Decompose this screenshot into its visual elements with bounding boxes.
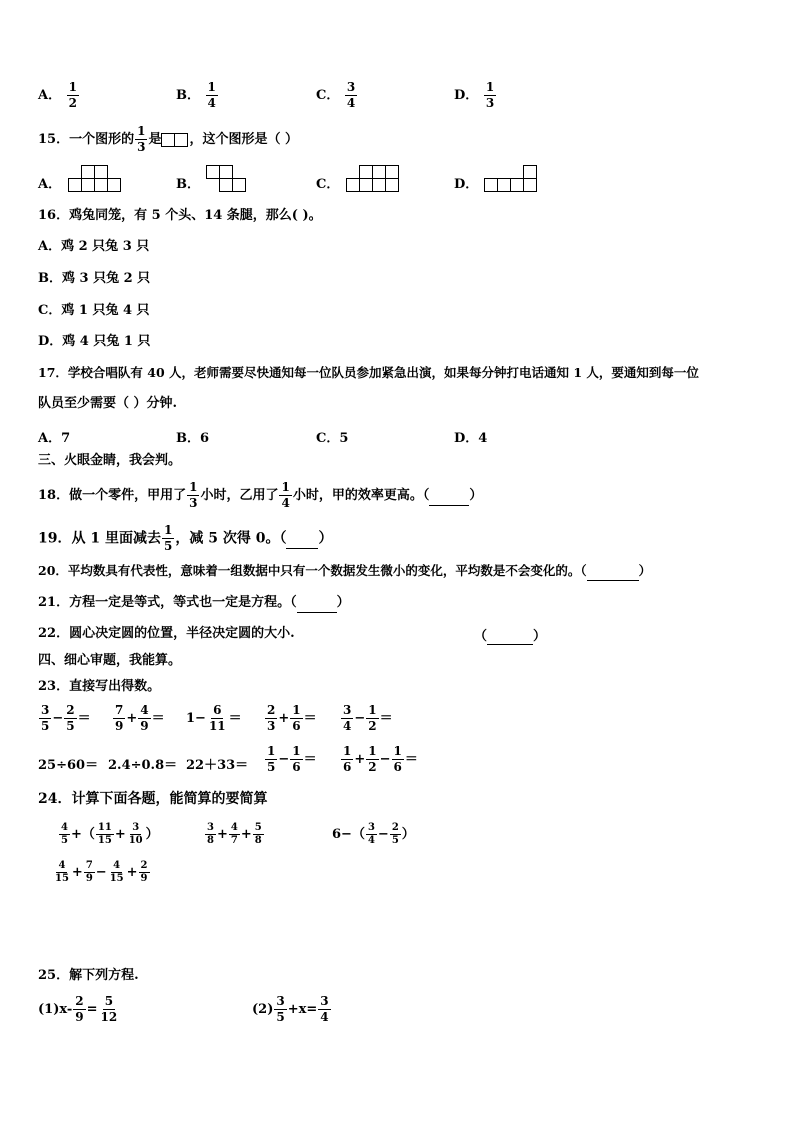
q23-expr-9 [264, 744, 317, 775]
numerator: 4 [61, 822, 68, 833]
expression-text: + [114, 827, 126, 842]
fraction [84, 860, 95, 885]
fraction [290, 744, 302, 775]
denominator: 11 [208, 719, 226, 733]
fraction [187, 480, 199, 511]
denominator: 2 [368, 719, 377, 733]
two-square-figure [161, 133, 189, 147]
denominator: 12 [100, 1010, 118, 1024]
denominator: 6 [292, 760, 301, 774]
expression-text: + [126, 865, 138, 880]
denominator: 6 [343, 760, 352, 774]
denominator: 8 [254, 835, 262, 846]
denominator: 9 [75, 1010, 84, 1024]
expression-text: − [379, 752, 391, 767]
expression-text: ＝ [303, 752, 317, 767]
fraction [207, 703, 228, 734]
numerator: 4 [230, 822, 238, 833]
q16-option-c[interactable]: C．鸡 1 只兔 4 只 [38, 303, 150, 318]
numerator: 3 [320, 994, 329, 1008]
answer-blank[interactable] [587, 562, 639, 581]
fraction [206, 80, 218, 111]
fraction [366, 744, 378, 775]
numerator: 2 [66, 703, 75, 717]
q22-answer: （ ） [474, 629, 547, 644]
numerator: 4 [113, 860, 121, 871]
q20-statement: 20．平均数具有代表性，意味着一组数据中只有一个数据发生微小的变化，平均数是不会变化的。（ ） [38, 562, 651, 581]
expression-text: (1)x- [38, 1002, 73, 1017]
expression-text: ＝ [404, 752, 418, 767]
fraction [265, 744, 277, 775]
denominator: 9 [140, 873, 148, 884]
answer-blank[interactable] [286, 530, 318, 549]
fraction [127, 822, 145, 847]
fraction [390, 822, 401, 847]
expression-text: 1− [186, 711, 206, 726]
denominator: 9 [115, 719, 124, 733]
denominator: 3 [189, 496, 198, 510]
q24-problem-4 [52, 860, 151, 885]
fraction [205, 822, 216, 847]
denominator: 4 [367, 835, 375, 846]
fraction [99, 994, 120, 1025]
expression-text: ＝ [303, 711, 317, 726]
q14-option-b[interactable]: B． $\frac{1}{4}$ [176, 80, 216, 110]
q22-statement: 22．圆心决定圆的位置，半径决定圆的大小. [38, 626, 295, 641]
expression-text: − [278, 752, 290, 767]
denominator: 5 [61, 835, 68, 846]
q14-option-c[interactable]: C． $\frac{3}{4}$ [316, 80, 356, 110]
fraction [64, 703, 76, 734]
q14-option-a[interactable]: A． $\frac{1}{2}$ [38, 80, 77, 110]
numerator: 1 [292, 744, 301, 758]
denominator: 3 [137, 140, 146, 154]
fraction [366, 822, 377, 847]
expression-text: − [377, 827, 389, 842]
expression-text: + [278, 711, 290, 726]
denominator: 7 [230, 835, 238, 846]
numerator: 7 [115, 703, 124, 717]
numerator: 3 [343, 703, 352, 717]
q15-option-c-figure [346, 165, 402, 193]
denominator: 15 [55, 873, 69, 884]
fraction [341, 703, 353, 734]
numerator: 1 [163, 523, 173, 537]
q15-option-b[interactable]: B． [176, 177, 200, 192]
section-4-heading: 四、细心审题，我能算。 [38, 653, 182, 668]
denominator: 15 [109, 873, 124, 884]
expression-text: ＝ [228, 711, 242, 726]
numerator: 1 [207, 80, 216, 94]
numerator: 3 [346, 80, 356, 94]
fraction [39, 703, 51, 734]
numerator: 1 [368, 744, 377, 758]
q25-equation-2 [252, 994, 332, 1025]
numerator: 3 [367, 822, 375, 833]
fraction [138, 703, 150, 734]
answer-blank[interactable] [487, 629, 533, 645]
q17-stem-line2: 队员至少需要（ ）分钟. [38, 396, 178, 411]
denominator: 2 [368, 760, 377, 774]
fraction [345, 80, 357, 111]
numerator: 5 [104, 994, 114, 1008]
denominator: 2 [68, 96, 77, 110]
numerator: 1 [189, 480, 198, 494]
denominator: 4 [320, 1010, 329, 1024]
denominator: 6 [292, 719, 301, 733]
answer-blank[interactable] [297, 594, 337, 613]
numerator: 3 [276, 994, 285, 1008]
q16-stem: 16．鸡兔同笼，有 5 个头、14 条腿，那么( )。 [38, 208, 322, 223]
expression-text: − [52, 711, 64, 726]
expression-text: + [71, 865, 83, 880]
numerator: 1 [281, 480, 290, 494]
answer-blank[interactable] [429, 487, 469, 506]
numerator: 4 [140, 703, 149, 717]
expression-text: = [86, 1002, 98, 1017]
q15-option-d[interactable]: D． [454, 177, 479, 192]
expression-text: ＝ [151, 711, 165, 726]
section-3-heading: 三、火眼金睛，我会判。 [38, 453, 182, 468]
q23-expr-6: 25÷60＝ [38, 758, 99, 773]
denominator: 4 [346, 96, 356, 110]
q18-statement: 18．做一个零件，甲用了 $\frac{1}{3}$ 小时，乙用了 $\frac{1}{4}$ 小时，甲的效率更高。（ ） [38, 480, 483, 510]
numerator: 2 [267, 703, 276, 717]
expression-text: 6−（ [332, 827, 365, 842]
denominator: 5 [163, 539, 173, 553]
q17-option-c[interactable]: C．5 [316, 431, 349, 446]
numerator: 1 [368, 703, 377, 717]
expression-text: + [354, 752, 366, 767]
numerator: 3 [207, 822, 214, 833]
fraction [318, 994, 330, 1025]
expression-text: + [216, 827, 228, 842]
numerator: 7 [85, 860, 93, 871]
expression-text: + [70, 827, 82, 842]
fraction [135, 124, 147, 155]
numerator: 11 [97, 822, 112, 833]
fraction [484, 80, 496, 111]
q15-option-b-figure [206, 165, 250, 193]
numerator: 2 [140, 860, 148, 871]
q24-title: 24．计算下面各题，能简算的要简算 [38, 791, 268, 807]
expression-text: ） [145, 827, 159, 842]
q23-expr-10 [340, 744, 418, 775]
q17-stem-line1: 17．学校合唱队有 40 人，老师需要尽快通知每一位队员参加紧急出演，如果每分钟打电话通知 1 人，要通知到每一位 [38, 365, 699, 380]
numerator: 1 [393, 744, 402, 758]
expression-text: − [95, 865, 107, 880]
denominator: 9 [140, 719, 149, 733]
q23-expr-1 [38, 703, 91, 734]
denominator: 5 [391, 835, 399, 846]
q15-option-a[interactable]: A． [38, 177, 62, 192]
fraction [279, 480, 291, 511]
numerator: 3 [132, 822, 140, 833]
q16-option-d[interactable]: D．鸡 4 只兔 1 只 [38, 334, 151, 349]
q23-expr-2 [112, 703, 165, 734]
q14-option-d[interactable]: D． $\frac{1}{3}$ [454, 80, 495, 110]
fraction [274, 994, 286, 1025]
denominator: 6 [393, 760, 402, 774]
denominator: 9 [85, 873, 93, 884]
q23-title: 23．直接写出得数。 [38, 679, 161, 694]
denominator: 4 [207, 96, 216, 110]
q19-statement: 19．从 1 里面减去 $\frac{1}{5}$ ，减 5 次得 0。（ ） [38, 523, 333, 553]
numerator: 6 [213, 703, 222, 717]
numerator: 3 [41, 703, 50, 717]
numerator: 1 [267, 744, 276, 758]
denominator: 5 [276, 1010, 285, 1024]
fraction [162, 523, 174, 554]
denominator: 4 [281, 496, 290, 510]
denominator: 4 [343, 719, 352, 733]
fraction [366, 703, 378, 734]
fraction [229, 822, 240, 847]
numerator: 1 [343, 744, 352, 758]
q24-problem-3 [332, 822, 415, 847]
q21-statement: 21．方程一定是等式，等式也一定是方程。（ ） [38, 594, 350, 613]
q23-expr-4 [264, 703, 317, 734]
fraction [392, 744, 404, 775]
expression-text: + [126, 711, 138, 726]
q23-expr-3 [186, 703, 242, 734]
numerator: 2 [75, 994, 84, 1008]
expression-text: − [354, 711, 366, 726]
denominator: 5 [41, 719, 50, 733]
q16-option-b[interactable]: B．鸡 3 只兔 2 只 [38, 271, 151, 286]
fraction [113, 703, 125, 734]
q23-expr-7: 2.4÷0.8＝ [108, 758, 178, 773]
denominator: 5 [66, 719, 75, 733]
expression-text: ＝ [77, 711, 91, 726]
numerator: 1 [485, 80, 495, 94]
q15-option-c[interactable]: C． [316, 177, 340, 192]
fraction [290, 703, 302, 734]
q23-expr-5 [340, 703, 393, 734]
expression-text: ） [401, 827, 415, 842]
q17-option-a[interactable]: A．7 [38, 431, 71, 446]
q15-option-a-figure [68, 165, 124, 193]
q17-option-d[interactable]: D．4 [454, 431, 488, 446]
expression-text: +x= [287, 1002, 318, 1017]
q25-title: 25．解下列方程. [38, 968, 139, 983]
numerator: 1 [68, 80, 77, 94]
q25-equation-1 [38, 994, 120, 1025]
denominator: 8 [207, 835, 214, 846]
expression-text: （ [81, 827, 95, 842]
q15-stem: 15．一个图形的 $\frac{1}{3}$ 是 ，这个图形是（ ） [38, 124, 298, 154]
fraction [73, 994, 85, 1025]
q24-problem-2 [204, 822, 265, 847]
numerator: 5 [254, 822, 262, 833]
numerator: 2 [391, 822, 399, 833]
expression-text: ＝ [379, 711, 393, 726]
fraction [253, 822, 264, 847]
fraction [341, 744, 353, 775]
denominator: 5 [267, 760, 276, 774]
q15-option-d-figure [484, 165, 540, 193]
denominator: 10 [128, 835, 143, 846]
fraction [108, 860, 126, 885]
expression-text: (2) [252, 1002, 274, 1017]
fraction [265, 703, 277, 734]
q17-option-b[interactable]: B．6 [176, 431, 210, 446]
q24-problem-1 [58, 822, 159, 847]
denominator: 15 [97, 835, 112, 846]
fraction [67, 80, 79, 111]
fraction [96, 822, 114, 847]
numerator: 4 [58, 860, 66, 871]
fraction [139, 860, 150, 885]
expression-text: + [240, 827, 252, 842]
numerator: 1 [137, 124, 146, 138]
numerator: 1 [292, 703, 301, 717]
fraction [53, 860, 71, 885]
q23-expr-8: 22＋33＝ [186, 758, 249, 773]
q16-option-a[interactable]: A．鸡 2 只兔 3 只 [38, 239, 150, 254]
denominator: 3 [267, 719, 276, 733]
fraction [59, 822, 70, 847]
denominator: 3 [485, 96, 495, 110]
